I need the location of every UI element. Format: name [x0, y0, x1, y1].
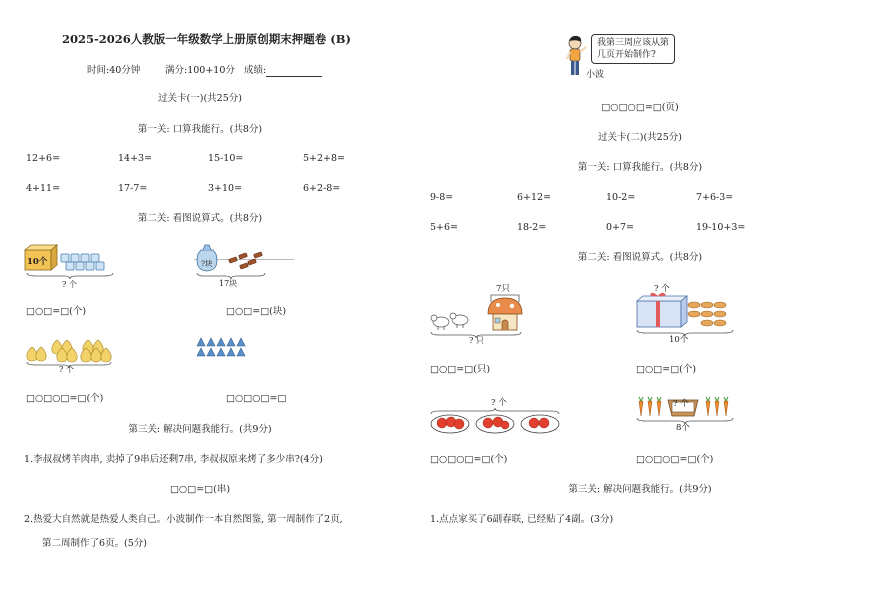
question-1: 1.李叔叔烤羊肉串, 卖掉了9串后还剩7串, 李叔叔原来烤了多少串?(4分) — [24, 454, 323, 465]
question-2-line-1: 2.热爱大自然就是热爱人类自己。小波制作一本自然图鉴, 第一周制作了2页, — [24, 514, 343, 525]
calc-item: 15-10= — [208, 153, 244, 164]
calc-item: 14+3= — [118, 153, 153, 164]
full-score-info: 满分:100+10分 — [165, 65, 235, 76]
brace-label: ? 个 — [62, 280, 77, 289]
sheep-and-house-illustration — [430, 296, 530, 332]
brace-label: 10个 — [669, 335, 689, 345]
calc-item: 4+11= — [26, 183, 61, 194]
time-info: 时间:40分钟 — [87, 65, 141, 76]
score-blank-line[interactable] — [266, 67, 322, 77]
brace-label: 8个 — [676, 423, 690, 433]
left-level-1-heading: 第一关: 口算我能行。(共8分) — [137, 124, 263, 135]
bag-label: ?块 — [201, 259, 213, 268]
calc-item: 5+2+8= — [303, 153, 346, 164]
calc-item: 7+6-3= — [696, 192, 734, 203]
question-1: 1.点点家买了6副春联, 已经贴了4副。(3分) — [430, 514, 614, 525]
calc-item: 6+2-8= — [303, 183, 341, 194]
section-2-heading: 过关卡(二)(共25分) — [598, 132, 682, 143]
left-level-3-heading: 第三关: 解决问题我能行。(共9分) — [128, 424, 272, 435]
basket-label: ? 个 — [673, 399, 689, 409]
brace-label: ? 个 — [59, 365, 74, 374]
pears-illustration — [26, 337, 112, 363]
brace-label: ? 只 — [469, 336, 484, 345]
question-2-line-2: 第二周制作了6页。(5分) — [42, 538, 148, 549]
answer-formula: □○□=□(块) — [226, 306, 287, 317]
right-level-2-heading: 第二关: 看图说算式。(共8分) — [577, 252, 703, 263]
answer-formula: □○□=□(只) — [430, 364, 491, 375]
calc-item: 5+6= — [430, 222, 459, 233]
right-level-1-heading: 第一关: 口算我能行。(共8分) — [577, 162, 703, 173]
answer-formula: □○□=□(串) — [169, 484, 231, 495]
calc-item: 10-2= — [606, 192, 636, 203]
gift-and-bread-illustration — [636, 293, 734, 331]
answer-formula: □○□=□(个) — [26, 306, 87, 317]
calc-item: 12+6= — [26, 153, 61, 164]
calc-item: 19-10+3= — [696, 222, 746, 233]
brace-label: 17块 — [219, 279, 238, 288]
calc-item: 9-8= — [430, 192, 454, 203]
left-level-2-heading: 第二关: 看图说算式。(共8分) — [137, 213, 263, 224]
score-label — [244, 65, 322, 77]
answer-formula: □○□○□=□(页) — [601, 102, 679, 113]
score-label-text: 成绩: — [244, 65, 267, 76]
right-level-3-heading: 第三关: 解决问题我能行。(共9分) — [568, 484, 712, 495]
calc-item: 18-2= — [517, 222, 547, 233]
boy-name: 小波 — [586, 70, 605, 80]
speech-bubble: 我第三周应该从第 几页开始制作? — [591, 34, 675, 64]
exam-title: 2025-2026人教版一年级数学上册原创期末押题卷 (B) — [62, 32, 351, 46]
calc-item: 6+12= — [517, 192, 552, 203]
top-label: ? 个 — [491, 398, 507, 408]
tomato-plates-illustration — [430, 413, 560, 435]
calc-item: 3+10= — [208, 183, 243, 194]
answer-formula: □○□○□=□ — [226, 393, 287, 404]
triangles-illustration — [196, 337, 248, 357]
answer-formula: □○□○□=□(个) — [636, 454, 714, 465]
answer-formula: □○□○□=□(个) — [430, 454, 508, 465]
answer-formula: □○□=□(个) — [636, 364, 697, 375]
calc-item: 17-7= — [118, 183, 148, 194]
top-label: ? 个 — [654, 284, 670, 294]
answer-formula: □○□○□=□(个) — [26, 393, 104, 404]
calc-item: 0+7= — [606, 222, 635, 233]
box-label: 10个 — [27, 257, 48, 267]
top-label: 7只 — [496, 284, 510, 294]
section-1-heading: 过关卡(一)(共25分) — [158, 93, 242, 104]
